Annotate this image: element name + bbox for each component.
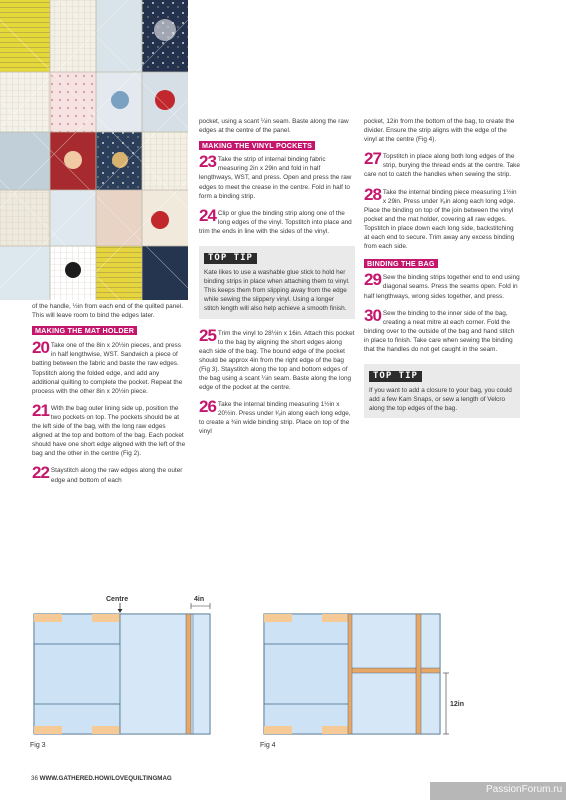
step-number: 29 <box>364 273 381 290</box>
col2-intro: pocket, using a scant ¼in seam. Baste along the raw edges at the centre of the panel. <box>199 118 349 135</box>
fig4-centre-binding <box>348 614 352 734</box>
fig3-vinyl-pocket <box>120 614 210 734</box>
step-text: Take one of the 8in x 20½in pieces, and press in half lengthwise, WST. Sandwich a piece of batting between the fabric and baste the raw edges. Topstitch along the folded edge, and add any additional quilting to complete the pocket. Repeat the process with the other 8in x 20½in piece. <box>32 342 183 395</box>
step-text: Take the internal binding piece measuring 1½in x 29in. Press under ³⁄₈in along each long edge. Place the binding on top of the join between the vinyl pocket and the mat holder, covering all raw edges. Topstitch in place down each long side, backstitching at each end to secure. Trim away any excess binding from each side. <box>364 188 517 251</box>
fig3-diagram <box>28 592 218 750</box>
fig4-handle <box>322 614 350 622</box>
fig3-handle <box>92 614 120 622</box>
fig4-handle <box>264 614 292 622</box>
fig3-centre-label: Centre <box>106 596 129 603</box>
fig3-4in-label: 4in <box>194 596 205 603</box>
step-number: 21 <box>32 403 49 420</box>
step-28 <box>364 188 520 252</box>
step-number: 26 <box>199 400 216 417</box>
watermark: PassionForum.ru <box>486 784 563 795</box>
step-number: 22 <box>32 466 49 483</box>
top-tip-text: If you want to add a closure to your bag, you could add a few Kam Snaps, or sew a length of Velcro along the top edges of the bag. <box>369 387 512 413</box>
fig3-binding-strip <box>186 614 191 734</box>
step-text: Topstitch in place along both long edges of the strip, burying the thread ends at the centre. Take care not to catch the handles when sewing the strip. <box>364 153 520 179</box>
step-number: 27 <box>364 152 381 169</box>
step-27 <box>364 152 520 179</box>
column-3 <box>364 117 520 418</box>
top-tip-text: Kate likes to use a washable glue stick to hold her binding strips in place when attaching them to vinyl. This keeps them from slipping away from the edge while sewing the slippery vinyl. Using a longer stitch length will also help achieve a smooth finish. <box>204 269 350 313</box>
col3-intro: pocket, 12in from the bottom of the bag, to create the divider. Ensure the strip aligns with the edge of the vinyl at the centre (Fig 4). <box>364 118 515 144</box>
step-text: Sew the binding strips together end to end using diagonal seams. Press the seams open. Fold in half lengthways, wrong sides together, and press. <box>364 274 520 300</box>
step-text: Trim the vinyl to 28½in x 16in. Attach this pocket to the bag by aligning the short edges along each side of the bag. The bound edge of the pocket should be approx 4in from the right edge of the bag (Fig 3). Staystitch along the top and bottom edges of the bag using a scant ¼in seam. Baste along the long edge of the pocket at the centre. <box>199 329 355 392</box>
step-30 <box>364 309 520 354</box>
col1-intro: of the handle, ½in from each end of the quilted panel. This will leave room to bind the edges later. <box>32 303 183 320</box>
top-tip-title: TOP TIP <box>204 253 257 264</box>
step-25 <box>199 329 355 393</box>
footer-url[interactable]: WWW.GATHERED.HOW/LOVEQUILTINGMAG <box>39 775 172 782</box>
fig3-handle <box>92 726 120 734</box>
page-number: 36 <box>31 775 38 782</box>
column-1 <box>32 302 187 485</box>
fig3-handle <box>34 614 62 622</box>
step-number: 25 <box>199 328 216 345</box>
step-text: Clip or glue the binding strip along one of the long edges of the vinyl. Topstitch into place and trim the ends in line with the sides of the vinyl. <box>199 209 352 235</box>
step-number: 24 <box>199 208 216 225</box>
step-24 <box>199 209 355 236</box>
step-23 <box>199 155 355 200</box>
step-text: Staystitch along the raw edges along the outer edge and bottom of each <box>50 467 183 484</box>
top-tip-box-2 <box>364 364 520 418</box>
section-heading-mat-holder: MAKING THE MAT HOLDER <box>32 326 137 335</box>
fig4-12in-label: 12in <box>450 701 465 708</box>
footer <box>31 774 172 783</box>
step-number: 30 <box>364 308 381 325</box>
top-tip-box <box>199 246 355 318</box>
quilt-photo-graphic <box>0 0 188 300</box>
fig4-divider-binding <box>350 668 440 673</box>
step-20 <box>32 341 187 396</box>
step-22 <box>32 466 187 484</box>
fig3-handle <box>34 726 62 734</box>
column-2 <box>199 117 355 437</box>
top-tip-title: TOP TIP <box>369 371 422 382</box>
fig4-handle <box>264 726 292 734</box>
step-text: With the bag outer lining side up, position the two pockets on top. The pockets should be at the left side of the bag, with the long raw edges aligned at the top and bottom of the bag. Each pocket should have one short edge aligned with the left of the bag and the other in the centre (Fig 2). <box>32 404 186 458</box>
step-number: 20 <box>32 341 49 358</box>
fig3-caption: Fig 3 <box>30 742 46 749</box>
step-text: Sew the binding to the inner side of the bag, creating a neat mitre at each corner. Fold the binding over to the outside of the bag and hand stitch in place to finish. Take care when sewing the binding that the handles do not get caught in the seam. <box>364 309 515 353</box>
step-number: 23 <box>199 155 216 172</box>
step-26 <box>199 400 355 436</box>
fig4-diagram <box>258 592 468 750</box>
fig4-binding-strip <box>416 614 421 734</box>
step-21 <box>32 404 187 459</box>
fig4-caption: Fig 4 <box>260 742 276 749</box>
section-heading-vinyl-pockets: MAKING THE VINYL POCKETS <box>199 141 315 150</box>
section-heading-binding: BINDING THE BAG <box>364 259 438 268</box>
step-number: 28 <box>364 187 381 204</box>
step-29 <box>364 273 520 300</box>
step-text: Take the strip of internal binding fabric measuring 2in x 29in and fold in half lengthways, WST, and press. Open and press the raw edges to meet the crease in the centre. Fold in half to form a binding strip. <box>199 156 352 200</box>
step-text: Take the internal binding measuring 1½in x 20½in. Press under ³⁄₈in along each long edge, to create a ¾in wide binding strip. Place on top of the vinyl <box>199 401 351 436</box>
fig4-vinyl-pocket <box>350 614 440 734</box>
fig4-handle <box>322 726 350 734</box>
quilt-photo <box>0 0 188 300</box>
